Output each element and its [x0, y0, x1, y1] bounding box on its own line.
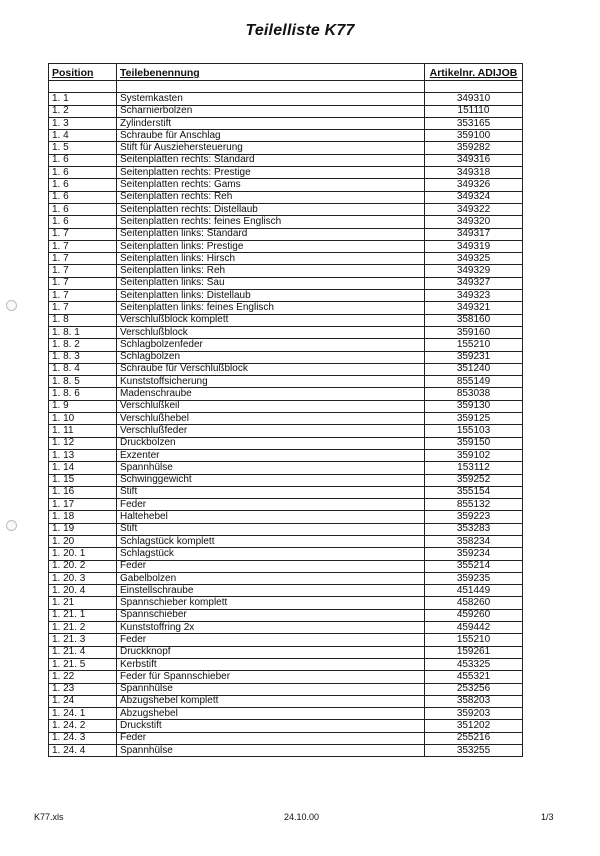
- table-row: [49, 560, 523, 572]
- cell-article-number: 455321: [425, 671, 523, 683]
- cell-part-name: Kunststoffring 2x: [117, 622, 425, 634]
- cell-part-name: Spannhülse: [117, 462, 425, 474]
- table-row: [49, 572, 523, 584]
- table-row: [49, 486, 523, 498]
- cell-part-name: Stift: [117, 486, 425, 498]
- cell-position: 1. 13: [49, 449, 117, 461]
- cell-article-number: 349324: [425, 191, 523, 203]
- cell-position: 1. 21. 5: [49, 658, 117, 670]
- cell-part-name: Feder: [117, 732, 425, 744]
- table-row: [49, 167, 523, 179]
- cell-article-number: [425, 81, 523, 93]
- table-row: [49, 265, 523, 277]
- table-row: [49, 302, 523, 314]
- cell-position: 1. 24: [49, 695, 117, 707]
- table-row: [49, 179, 523, 191]
- cell-position: 1. 2: [49, 105, 117, 117]
- cell-position: 1. 6: [49, 203, 117, 215]
- cell-part-name: Feder: [117, 560, 425, 572]
- table-row: [49, 253, 523, 265]
- cell-article-number: 358160: [425, 314, 523, 326]
- cell-article-number: 349322: [425, 203, 523, 215]
- parts-table: [48, 63, 523, 757]
- cell-article-number: 153112: [425, 462, 523, 474]
- cell-position: 1. 7: [49, 290, 117, 302]
- cell-position: 1. 8. 1: [49, 326, 117, 338]
- cell-article-number: 349317: [425, 228, 523, 240]
- cell-part-name: Haltehebel: [117, 511, 425, 523]
- cell-position: 1. 24. 4: [49, 745, 117, 757]
- table-row: [49, 351, 523, 363]
- cell-article-number: 359223: [425, 511, 523, 523]
- cell-part-name: Gabelbolzen: [117, 572, 425, 584]
- cell-part-name: Seitenplatten rechts: feines Englisch: [117, 216, 425, 228]
- cell-part-name: Schlagbolzenfeder: [117, 339, 425, 351]
- cell-article-number: 349318: [425, 167, 523, 179]
- cell-part-name: Seitenplatten links: feines Englisch: [117, 302, 425, 314]
- cell-article-number: 349329: [425, 265, 523, 277]
- cell-part-name: Schraube für Verschlußblock: [117, 363, 425, 375]
- table-row: [49, 191, 523, 203]
- header-article-number: Artikelnr. ADIJOB: [425, 64, 523, 81]
- cell-position: 1. 20. 4: [49, 585, 117, 597]
- cell-article-number: 155103: [425, 425, 523, 437]
- cell-part-name: Seitenplatten links: Sau: [117, 277, 425, 289]
- table-row: [49, 609, 523, 621]
- cell-part-name: Seitenplatten links: Prestige: [117, 240, 425, 252]
- cell-position: 1. 6: [49, 216, 117, 228]
- cell-article-number: 359252: [425, 474, 523, 486]
- cell-article-number: 451449: [425, 585, 523, 597]
- cell-part-name: Verschlußblock: [117, 326, 425, 338]
- cell-article-number: 359125: [425, 413, 523, 425]
- table-row: [49, 81, 523, 93]
- table-row: [49, 745, 523, 757]
- cell-part-name: Exzenter: [117, 449, 425, 461]
- cell-part-name: Kunststoffsicherung: [117, 376, 425, 388]
- table-row: [49, 290, 523, 302]
- cell-part-name: Seitenplatten rechts: Reh: [117, 191, 425, 203]
- cell-article-number: 458260: [425, 597, 523, 609]
- table-row: [49, 646, 523, 658]
- cell-position: 1. 3: [49, 117, 117, 129]
- table-row: [49, 130, 523, 142]
- table-row: [49, 634, 523, 646]
- cell-article-number: 353283: [425, 523, 523, 535]
- cell-position: 1. 10: [49, 413, 117, 425]
- cell-part-name: Seitenplatten links: Distellaub: [117, 290, 425, 302]
- table-row: [49, 314, 523, 326]
- cell-position: 1. 20. 3: [49, 572, 117, 584]
- cell-article-number: 349316: [425, 154, 523, 166]
- cell-article-number: 359100: [425, 130, 523, 142]
- cell-article-number: 155210: [425, 339, 523, 351]
- cell-position: 1. 7: [49, 277, 117, 289]
- cell-article-number: 855132: [425, 499, 523, 511]
- table-row: [49, 683, 523, 695]
- cell-position: 1. 15: [49, 474, 117, 486]
- cell-article-number: 359130: [425, 400, 523, 412]
- cell-part-name: Stift für Ausziehersteuerung: [117, 142, 425, 154]
- table-row: [49, 523, 523, 535]
- cell-position: 1. 8. 3: [49, 351, 117, 363]
- table-row: [49, 142, 523, 154]
- cell-part-name: Seitenplatten links: Reh: [117, 265, 425, 277]
- table-row: [49, 216, 523, 228]
- cell-part-name: Schlagstück: [117, 548, 425, 560]
- table-row: [49, 437, 523, 449]
- cell-position: 1. 21. 1: [49, 609, 117, 621]
- cell-article-number: 459442: [425, 622, 523, 634]
- cell-part-name: Feder: [117, 634, 425, 646]
- cell-article-number: 155210: [425, 634, 523, 646]
- table-row: [49, 339, 523, 351]
- cell-position: 1. 5: [49, 142, 117, 154]
- cell-article-number: 358203: [425, 695, 523, 707]
- punch-hole: [6, 300, 17, 311]
- cell-position: 1. 22: [49, 671, 117, 683]
- cell-article-number: 359150: [425, 437, 523, 449]
- cell-part-name: Verschlußblock komplett: [117, 314, 425, 326]
- cell-article-number: 349323: [425, 290, 523, 302]
- table-row: [49, 658, 523, 670]
- cell-article-number: 359282: [425, 142, 523, 154]
- cell-part-name: Seitenplatten links: Standard: [117, 228, 425, 240]
- cell-article-number: 349320: [425, 216, 523, 228]
- table-row: [49, 105, 523, 117]
- cell-position: 1. 8: [49, 314, 117, 326]
- cell-position: 1. 14: [49, 462, 117, 474]
- cell-position: 1. 21. 2: [49, 622, 117, 634]
- page-title: Teilelliste K77: [245, 22, 355, 39]
- cell-part-name: Schraube für Anschlag: [117, 130, 425, 142]
- cell-article-number: 253256: [425, 683, 523, 695]
- cell-position: 1. 7: [49, 228, 117, 240]
- table-row: [49, 732, 523, 744]
- table-row: [49, 548, 523, 560]
- table-row: [49, 228, 523, 240]
- header-row: [49, 64, 523, 81]
- cell-position: 1. 21: [49, 597, 117, 609]
- cell-part-name: Verschlußfeder: [117, 425, 425, 437]
- cell-article-number: 853038: [425, 388, 523, 400]
- cell-position: 1. 21. 4: [49, 646, 117, 658]
- cell-position: 1. 19: [49, 523, 117, 535]
- cell-position: 1. 24. 3: [49, 732, 117, 744]
- cell-part-name: Madenschraube: [117, 388, 425, 400]
- table-row: [49, 622, 523, 634]
- cell-article-number: 459260: [425, 609, 523, 621]
- cell-article-number: 355154: [425, 486, 523, 498]
- table-row: [49, 376, 523, 388]
- cell-article-number: 351240: [425, 363, 523, 375]
- table-row: [49, 388, 523, 400]
- cell-position: 1. 6: [49, 191, 117, 203]
- cell-part-name: Seitenplatten rechts: Distellaub: [117, 203, 425, 215]
- punch-hole: [6, 520, 17, 531]
- table-row: [49, 597, 523, 609]
- cell-position: 1. 7: [49, 302, 117, 314]
- cell-part-name: Seitenplatten rechts: Gams: [117, 179, 425, 191]
- cell-part-name: Einstellschraube: [117, 585, 425, 597]
- cell-position: 1. 20: [49, 535, 117, 547]
- cell-article-number: 359234: [425, 548, 523, 560]
- table-row: [49, 154, 523, 166]
- table-header: [49, 64, 523, 81]
- cell-article-number: 349310: [425, 93, 523, 105]
- table-row: [49, 425, 523, 437]
- cell-article-number: 351202: [425, 720, 523, 732]
- cell-part-name: Verschlußhebel: [117, 413, 425, 425]
- cell-part-name: Seitenplatten rechts: Standard: [117, 154, 425, 166]
- cell-part-name: Feder für Spannschieber: [117, 671, 425, 683]
- cell-article-number: 453325: [425, 658, 523, 670]
- cell-position: 1. 12: [49, 437, 117, 449]
- cell-part-name: Stift: [117, 523, 425, 535]
- cell-position: 1. 7: [49, 265, 117, 277]
- cell-article-number: 349325: [425, 253, 523, 265]
- cell-position: 1. 16: [49, 486, 117, 498]
- table-row: [49, 363, 523, 375]
- cell-article-number: 151110: [425, 105, 523, 117]
- cell-part-name: Systemkasten: [117, 93, 425, 105]
- table-body: [49, 81, 523, 757]
- header-position: Position: [49, 64, 117, 81]
- table-row: [49, 462, 523, 474]
- cell-article-number: 349327: [425, 277, 523, 289]
- cell-part-name: Seitenplatten links: Hirsch: [117, 253, 425, 265]
- table-row: [49, 585, 523, 597]
- cell-position: 1. 17: [49, 499, 117, 511]
- table-row: [49, 535, 523, 547]
- cell-article-number: 359203: [425, 708, 523, 720]
- cell-position: 1. 4: [49, 130, 117, 142]
- footer-filename: K77.xls: [34, 812, 64, 822]
- cell-article-number: 359160: [425, 326, 523, 338]
- cell-position: [49, 81, 117, 93]
- table-row: [49, 277, 523, 289]
- table-row: [49, 708, 523, 720]
- cell-article-number: 359235: [425, 572, 523, 584]
- cell-part-name: Spannschieber: [117, 609, 425, 621]
- cell-article-number: 359231: [425, 351, 523, 363]
- table-row: [49, 326, 523, 338]
- cell-article-number: 355214: [425, 560, 523, 572]
- cell-position: 1. 8. 4: [49, 363, 117, 375]
- cell-part-name: Schwinggewicht: [117, 474, 425, 486]
- cell-part-name: Spannhülse: [117, 683, 425, 695]
- cell-position: 1. 1: [49, 93, 117, 105]
- table-row: [49, 117, 523, 129]
- cell-article-number: 349326: [425, 179, 523, 191]
- cell-position: 1. 20. 1: [49, 548, 117, 560]
- cell-part-name: Verschlußkeil: [117, 400, 425, 412]
- cell-part-name: Schlagstück komplett: [117, 535, 425, 547]
- table-row: [49, 720, 523, 732]
- footer-date: 24.10.00: [284, 812, 320, 822]
- cell-position: 1. 24. 2: [49, 720, 117, 732]
- table-row: [49, 474, 523, 486]
- cell-part-name: Feder: [117, 499, 425, 511]
- cell-position: 1. 8. 6: [49, 388, 117, 400]
- cell-article-number: 349321: [425, 302, 523, 314]
- table-row: [49, 671, 523, 683]
- cell-part-name: Abzugshebel: [117, 708, 425, 720]
- cell-article-number: 353165: [425, 117, 523, 129]
- cell-article-number: 349319: [425, 240, 523, 252]
- table-row: [49, 203, 523, 215]
- table-row: [49, 400, 523, 412]
- cell-part-name: Druckstift: [117, 720, 425, 732]
- table-row: [49, 511, 523, 523]
- cell-part-name: Spannhülse: [117, 745, 425, 757]
- table-row: [49, 413, 523, 425]
- cell-part-name: Abzugshebel komplett: [117, 695, 425, 707]
- header-part-name: Teilebenennung: [117, 64, 425, 81]
- cell-part-name: Druckknopf: [117, 646, 425, 658]
- cell-position: 1. 20. 2: [49, 560, 117, 572]
- cell-part-name: Kerbstift: [117, 658, 425, 670]
- cell-part-name: Schlagbolzen: [117, 351, 425, 363]
- cell-position: 1. 9: [49, 400, 117, 412]
- cell-position: 1. 8. 5: [49, 376, 117, 388]
- cell-part-name: Druckbolzen: [117, 437, 425, 449]
- table-row: [49, 93, 523, 105]
- cell-part-name: Scharnierbolzen: [117, 105, 425, 117]
- cell-position: 1. 21. 3: [49, 634, 117, 646]
- cell-part-name: Zylinderstift: [117, 117, 425, 129]
- cell-article-number: 159261: [425, 646, 523, 658]
- table-row: [49, 240, 523, 252]
- cell-position: 1. 18: [49, 511, 117, 523]
- footer-page-number: 1/3: [541, 812, 554, 822]
- cell-position: 1. 8. 2: [49, 339, 117, 351]
- cell-position: 1. 6: [49, 154, 117, 166]
- cell-article-number: 358234: [425, 535, 523, 547]
- cell-position: 1. 6: [49, 167, 117, 179]
- cell-part-name: Spannschieber komplett: [117, 597, 425, 609]
- cell-article-number: 855149: [425, 376, 523, 388]
- cell-part-name: [117, 81, 425, 93]
- cell-article-number: 353255: [425, 745, 523, 757]
- cell-article-number: 359102: [425, 449, 523, 461]
- cell-position: 1. 23: [49, 683, 117, 695]
- cell-position: 1. 7: [49, 253, 117, 265]
- cell-part-name: Seitenplatten rechts: Prestige: [117, 167, 425, 179]
- table-row: [49, 695, 523, 707]
- cell-article-number: 255216: [425, 732, 523, 744]
- cell-position: 1. 11: [49, 425, 117, 437]
- cell-position: 1. 6: [49, 179, 117, 191]
- table-row: [49, 449, 523, 461]
- cell-position: 1. 24. 1: [49, 708, 117, 720]
- cell-position: 1. 7: [49, 240, 117, 252]
- table-row: [49, 499, 523, 511]
